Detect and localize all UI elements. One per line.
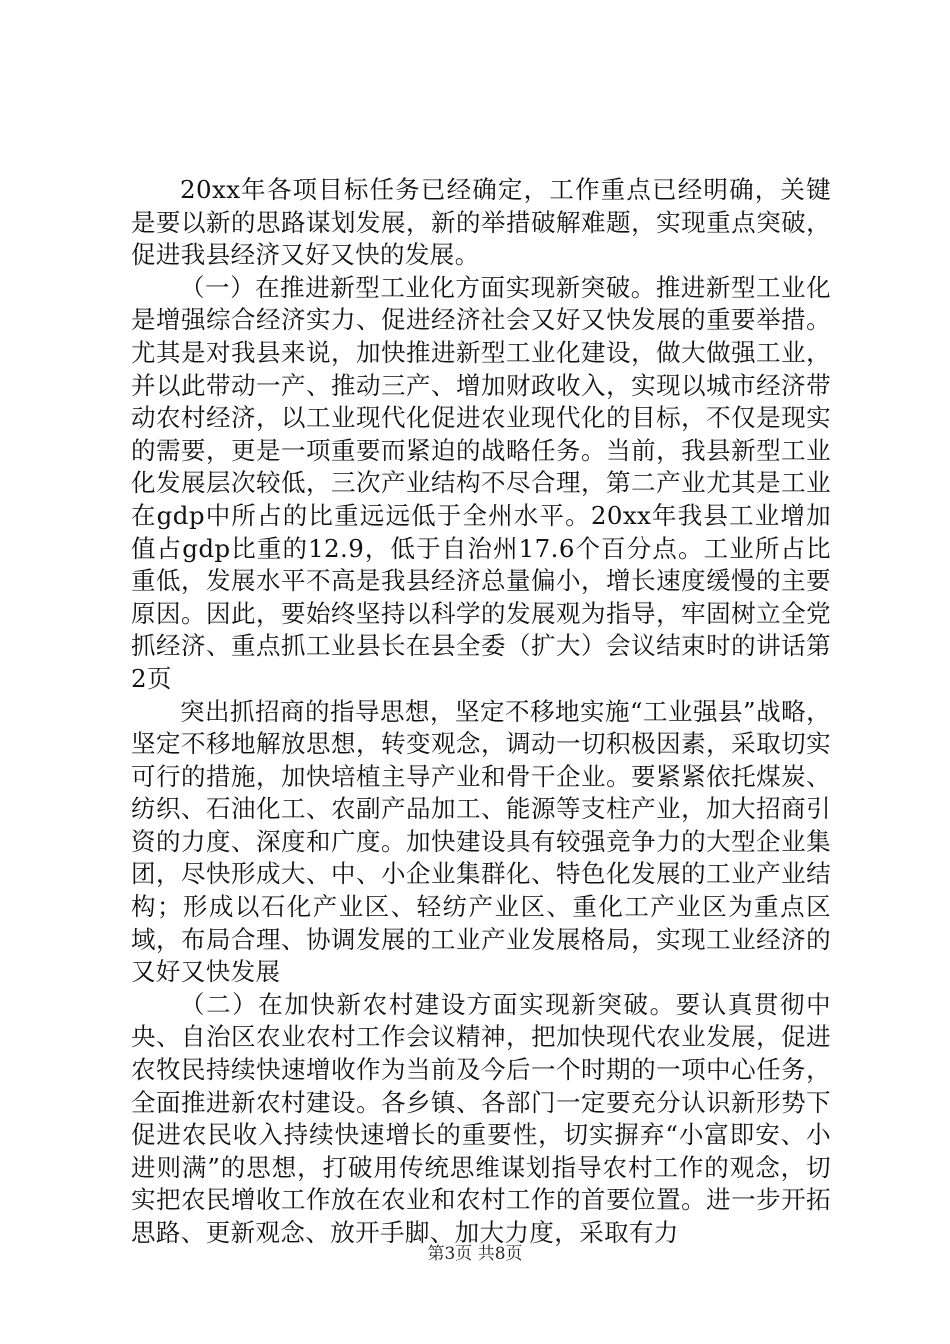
paragraph-new-countryside: （二）在加快新农村建设方面实现新突破。要认真贯彻中央、自治区农业农村工作会议精神，把加快现代农业发展，促进农牧民持续快速增收作为当前及今后一个时期的一项中心任务，全面推进新农村建设。各乡镇、各部门一定要充分认识新形势下促进农民收入持续快速增长的重要性，切实摒弃“小富即安、小进则满”的思想，打破用传统思维谋划指导农村工作的观念，切实把农民增收工作放在农业和农村工作的首要位置。进一步开拓思路、更新观念、放开手脚、加大力度，采取有力 — [131, 989, 831, 1247]
body-text — [131, 174, 831, 1250]
paragraph-intro: 20xx年各项目标任务已经确定，工作重点已经明确，关键是要以新的思路谋划发展，新的举措破解难题，实现重点突破，促进我县经济又好又快的发展。 — [131, 175, 831, 270]
paragraph-industrialization: （一）在推进新型工业化方面实现新突破。推进新型工业化是增强综合经济实力、促进经济社会又好又快发展的重要举措。尤其是对我县来说，加快推进新型工业化建设，做大做强工业，并以此带动一产、推动三产、增加财政收入，实现以城市经济带动农村经济，以工业现代化促进农业现代化的目标，不仅是现实的需要，更是一项重要而紧迫的战略任务。当前，我县新型工业化发展层次较低，三次产业结构不尽合理，第二产业尤其是工业在gdp中所占的比重远远低于全州水平。20xx年我县工业增加值占gdp比重的12.9，低于自治州17.6个百分点。工业所占比重低，发展水平不高是我县经济总量偏小，增长速度缓慢的主要原因。因此，要始终坚持以科学的发展观为指导，牢固树立全党抓经济、重点抓工业县长在县全委（扩大）会议结束时的讲话第2页 — [131, 272, 831, 693]
paragraph-investment: 突出抓招商的指导思想，坚定不移地实施“工业强县”战略，坚定不移地解放思想，转变观念，调动一切积极因素，采取切实可行的措施，加快培植主导产业和骨干企业。要紧紧依托煤炭、纺织、石油化工、农副产品加工、能源等支柱产业，加大招商引资的力度、深度和广度。加快建设具有较强竞争力的大型企业集团，尽快形成大、中、小企业集群化、特色化发展的工业产业结构；形成以石化产业区、轻纺产业区、重化工产业区为重点区域，布局合理、协调发展的工业产业发展格局，实现工业经济的又好又快发展 — [131, 696, 831, 987]
page-footer: 第3页 共8页 — [427, 1244, 523, 1264]
